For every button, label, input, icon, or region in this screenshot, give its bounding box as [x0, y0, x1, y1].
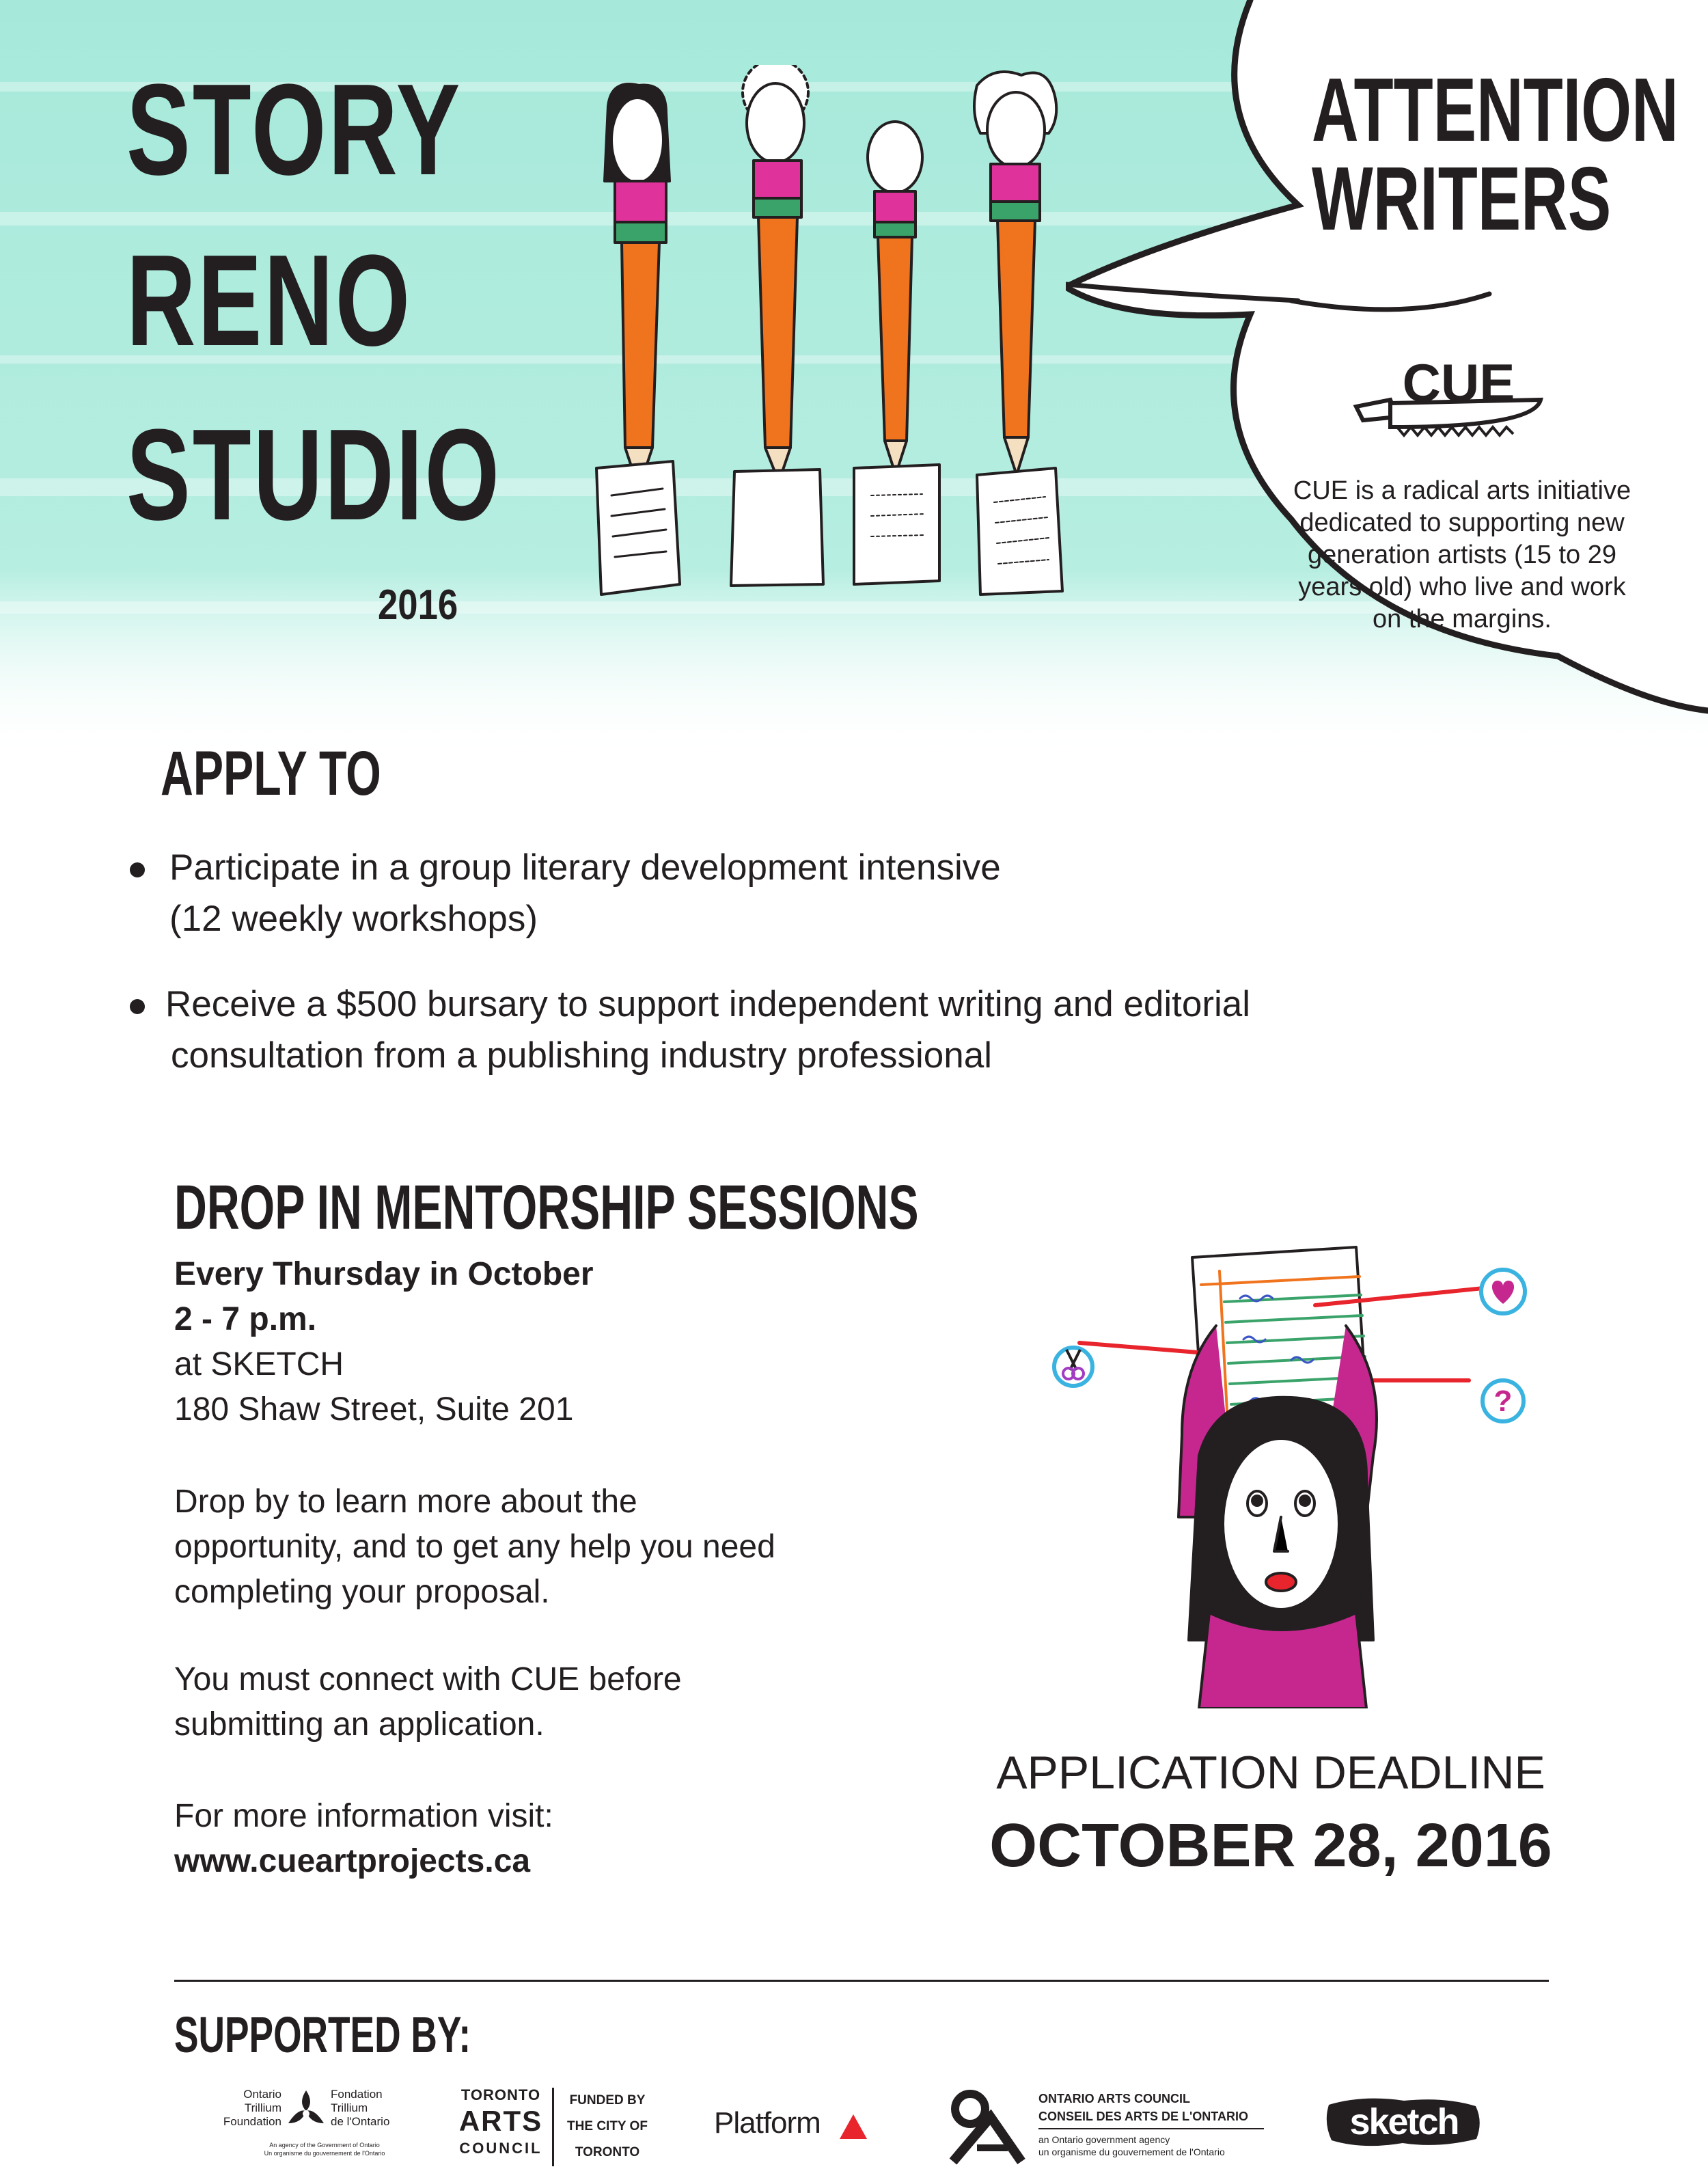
pencil-person-2: [731, 65, 823, 586]
mentorship-drop-by: [174, 1479, 775, 1615]
pencil-person-3: [854, 122, 939, 584]
title-year: 2016: [378, 582, 458, 629]
svg-text:?: ?: [1493, 1385, 1513, 1418]
trillium-foundation-logo: [205, 2088, 430, 2170]
cue-description-line: on the margins.: [1373, 605, 1552, 633]
oac-line: CONSEIL DES ARTS DE L'ONTARIO: [1038, 2110, 1248, 2123]
title-line-3: STUDIO: [126, 403, 501, 547]
trillium-flower-icon: [286, 2088, 327, 2131]
oac-line: ONTARIO ARTS COUNCIL: [1038, 2092, 1190, 2105]
deadline-date: OCTOBER 28, 2016: [989, 1812, 1552, 1880]
tac-funded-line: FUNDED BY: [569, 2093, 646, 2108]
cue-logo-text: CUE: [1402, 353, 1515, 413]
bullet-dot: [130, 999, 145, 1014]
mentorship-when: Every Thursday in October: [174, 1256, 594, 1292]
more-info-label: For more information visit:: [174, 1798, 553, 1834]
tac-line: COUNCIL: [459, 2140, 542, 2157]
drop-by-line: opportunity, and to get any help you need: [174, 1529, 775, 1565]
mentorship-schedule: [174, 1252, 594, 1432]
mentorship-heading: DROP IN MENTORSHIP SESSIONS: [174, 1173, 919, 1242]
platform-logo: [714, 2106, 885, 2147]
pencil-person-4: [974, 72, 1062, 595]
bullet-dot: [130, 862, 145, 877]
oac-divider: [1038, 2128, 1264, 2129]
tac-divider: [552, 2088, 554, 2166]
mentorship-connect: [174, 1657, 682, 1747]
platform-triangle-icon: [838, 2113, 868, 2140]
cue-description-line: CUE is a radical arts initiative: [1293, 476, 1631, 505]
oac-sub-line: un organisme du gouvernement de l'Ontario: [1038, 2146, 1225, 2157]
title-line-1: STORY: [126, 57, 463, 202]
more-info: [174, 1794, 553, 1884]
pencil-person-1: [596, 84, 680, 595]
cue-description-line: generation artists (15 to 29: [1307, 541, 1617, 569]
website-link[interactable]: www.cueartprojects.ca: [174, 1843, 531, 1879]
cue-description: [1250, 475, 1674, 636]
mentorship-address: 180 Shaw Street, Suite 201: [174, 1391, 574, 1428]
connect-line: You must connect with CUE before: [174, 1661, 682, 1697]
platform-text: Platform: [714, 2106, 821, 2140]
mentorship-time: 2 - 7 p.m.: [174, 1301, 317, 1337]
apply-bullet-1-line-1: Participate in a group literary development intensive: [169, 847, 1001, 888]
trillium-agency-line: An agency of the Government of Ontario: [269, 2142, 380, 2149]
tac-line: ARTS: [458, 2105, 543, 2137]
cue-description-line: dedicated to supporting new: [1299, 508, 1625, 537]
drop-by-line: Drop by to learn more about the: [174, 1484, 637, 1520]
oac-sub-line: an Ontario government agency: [1038, 2134, 1170, 2145]
apply-bullet-2: [130, 979, 1667, 1081]
trillium-agency-line: Un organisme du gouvernement de l'Ontario: [264, 2150, 385, 2157]
heart-icon: [1476, 1264, 1530, 1319]
oac-mark-icon: [946, 2090, 1028, 2165]
apply-bullet-2-line-2: consultation from a publishing industry professional: [171, 1035, 992, 1076]
apply-bullet-1: [130, 842, 1633, 944]
connect-line: submitting an application.: [174, 1706, 545, 1743]
trillium-fr-line: Fondation: [331, 2088, 383, 2101]
apply-bullet-1-line-2: (12 weekly workshops): [169, 899, 538, 939]
trillium-en-line: Ontario: [243, 2088, 281, 2101]
drop-by-line: completing your proposal.: [174, 1574, 550, 1610]
cue-logo: [1349, 352, 1554, 461]
apply-heading: APPLY TO: [161, 739, 381, 808]
tac-funded-line: TORONTO: [575, 2145, 640, 2159]
trillium-en-line: Trillium: [244, 2101, 281, 2114]
cue-description-line: years old) who live and work: [1298, 573, 1626, 601]
trillium-fr-line: Trillium: [331, 2101, 368, 2114]
title-line-2: RENO: [126, 228, 413, 373]
toronto-arts-council-logo: [456, 2088, 655, 2166]
attention-heading-line-2: WRITERS: [1312, 148, 1612, 249]
divider: [174, 1980, 1549, 1982]
supported-by-heading: SUPPORTED BY:: [174, 2006, 471, 2063]
scissors-icon: [1046, 1339, 1101, 1394]
tac-funded-line: THE CITY OF: [567, 2119, 648, 2133]
trillium-fr-line: de l'Ontario: [331, 2115, 390, 2128]
trillium-en-line: Foundation: [223, 2115, 281, 2128]
sketch-logo: [1322, 2091, 1486, 2153]
girl-with-manuscript-illustration: [1045, 1230, 1530, 1708]
ontario-arts-council-logo: [946, 2084, 1267, 2170]
tac-line: TORONTO: [460, 2086, 541, 2103]
question-icon: [1476, 1374, 1530, 1428]
sketch-text: sketch: [1349, 2101, 1459, 2142]
deadline-label: APPLICATION DEADLINE: [996, 1747, 1545, 1799]
attention-heading-line-1: ATTENTION: [1312, 59, 1679, 160]
apply-bullet-2-line-1: Receive a $500 bursary to support independent writing and editorial: [165, 984, 1251, 1024]
mentorship-venue: at SKETCH: [174, 1346, 344, 1382]
